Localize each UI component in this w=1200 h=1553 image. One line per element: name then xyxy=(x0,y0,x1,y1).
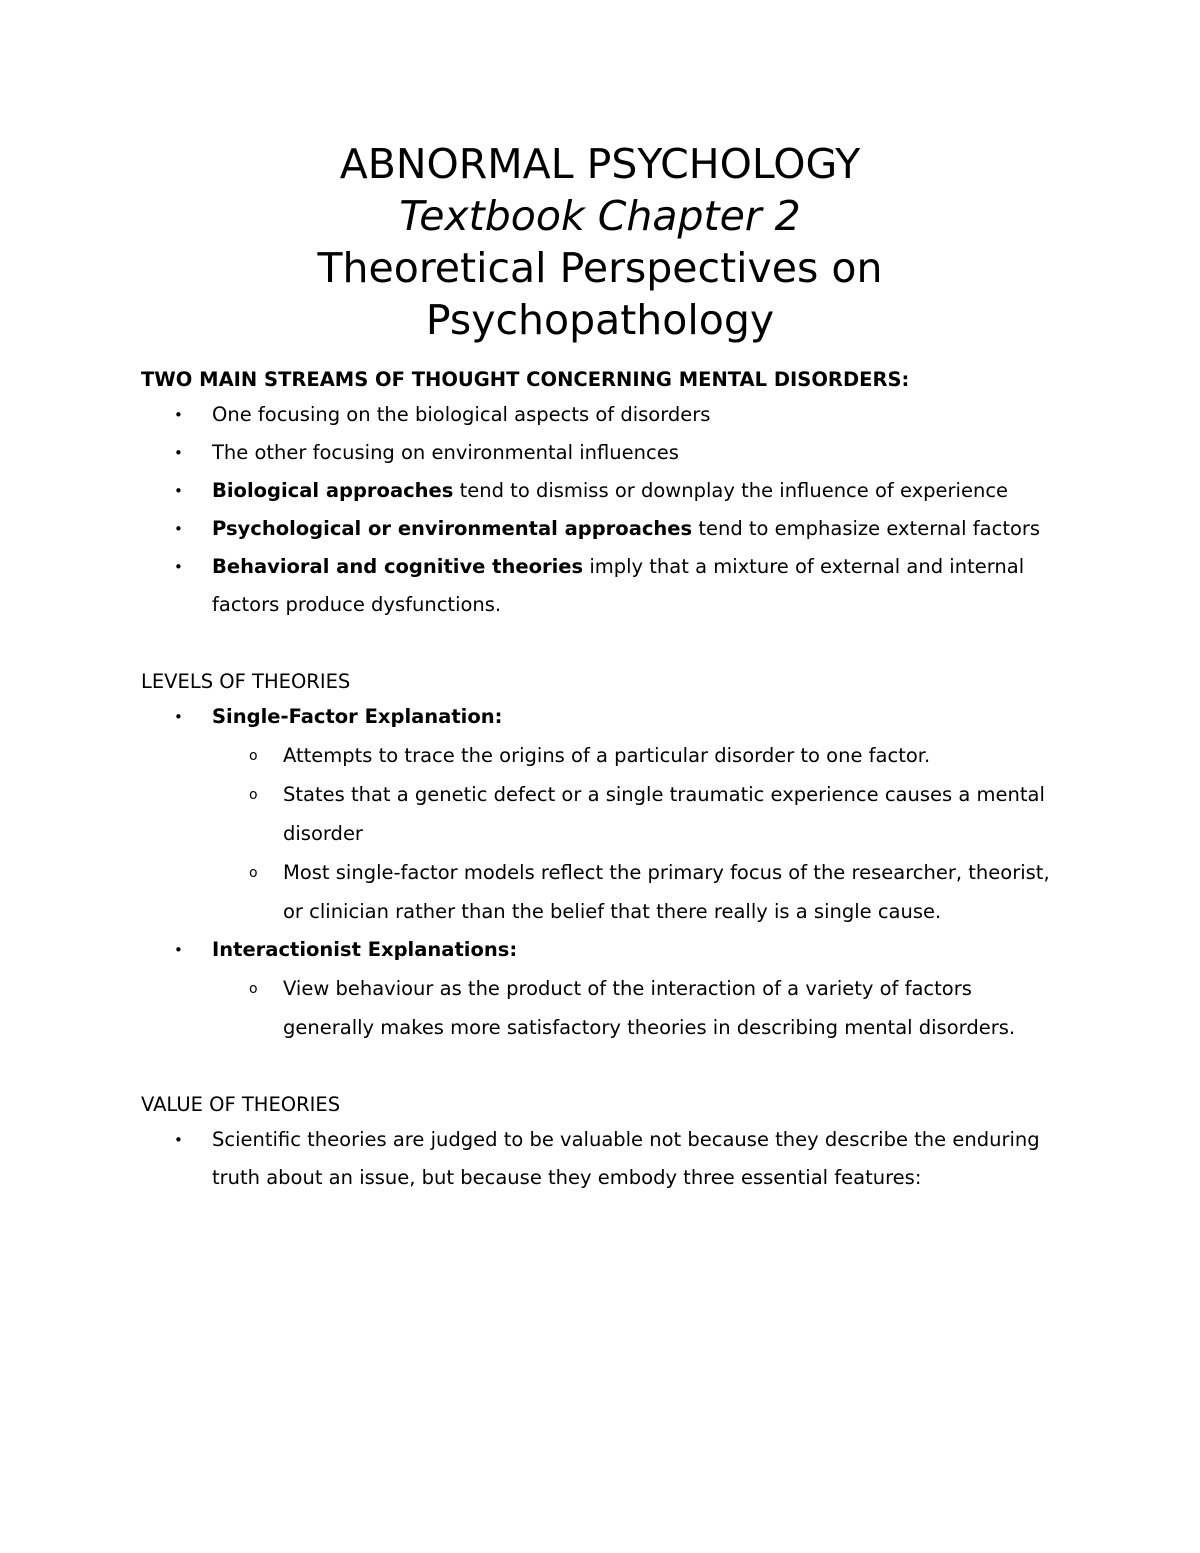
chapter-title-line2: Psychopathology xyxy=(425,296,775,344)
list-item xyxy=(141,698,1061,931)
chapter-label: Textbook Chapter 2 xyxy=(399,192,801,240)
main-streams-list xyxy=(141,396,1061,624)
item-term: Biological approaches xyxy=(212,479,454,502)
item-term: Behavioral and cognitive theories xyxy=(212,555,584,578)
sub-bullet-glyph: o xyxy=(249,981,258,997)
item-text: tend to emphasize external factors xyxy=(692,517,1041,540)
interactionist-sublist xyxy=(212,969,1061,1047)
sub-bullet-glyph: o xyxy=(249,865,258,881)
sub-list-item xyxy=(212,853,1061,931)
single-factor-sublist xyxy=(212,736,1061,931)
item-text: One focusing on the biological aspects of disorders xyxy=(212,403,711,426)
bullet-glyph: • xyxy=(174,520,183,538)
sub-item-text: Attempts to trace the origins of a particular disorder to one factor. xyxy=(283,744,931,767)
list-item xyxy=(141,472,1061,510)
item-text: tend to dismiss or downplay the influence of experience xyxy=(453,479,1009,502)
bullet-glyph: • xyxy=(174,444,183,462)
item-term: Psychological or environmental approaches xyxy=(212,517,693,540)
sub-item-text: States that a genetic defect or a single traumatic experience causes a mental disorder xyxy=(283,783,1045,845)
sub-bullet-glyph: o xyxy=(249,748,258,764)
sub-item-text: Most single-factor models reflect the primary focus of the researcher, theorist, or clinician rather than the belief that there really is a single cause. xyxy=(283,861,1050,923)
item-text: The other focusing on environmental influences xyxy=(212,441,679,464)
list-item xyxy=(141,548,1061,624)
bullet-glyph: • xyxy=(174,941,183,959)
sub-item-text: View behaviour as the product of the interaction of a variety of factors generally makes more satisfactory theories in describing mental disorders. xyxy=(283,977,1016,1039)
section-heading-main-streams: TWO MAIN STREAMS OF THOUGHT CONCERNING MENTAL DISORDERS: xyxy=(141,368,910,391)
item-term: Interactionist Explanations: xyxy=(212,938,518,961)
course-title: ABNORMAL PSYCHOLOGY xyxy=(339,140,861,188)
section-heading-levels: LEVELS OF THEORIES xyxy=(141,670,351,693)
item-text: imply that a mixture of external and internal factors produce dysfunctions. xyxy=(212,555,1025,616)
section-spacer xyxy=(141,1047,1061,1089)
levels-list xyxy=(141,698,1061,1047)
list-item xyxy=(141,510,1061,548)
section-heading-value: VALUE OF THEORIES xyxy=(141,1093,341,1116)
list-item xyxy=(141,396,1061,434)
bullet-glyph: • xyxy=(174,406,183,424)
sub-list-item xyxy=(212,969,1061,1047)
bullet-glyph: • xyxy=(174,708,183,726)
sub-bullet-glyph: o xyxy=(249,787,258,803)
chapter-title-line1: Theoretical Perspectives on xyxy=(317,244,883,292)
sub-list-item xyxy=(212,736,1061,775)
list-item xyxy=(141,931,1061,1047)
section-spacer xyxy=(141,624,1061,666)
item-text: Scientific theories are judged to be valuable not because they describe the enduring truth about an issue, but because they embody three essential features: xyxy=(212,1128,1040,1189)
bullet-glyph: • xyxy=(174,558,183,576)
document-content xyxy=(141,364,1061,1197)
list-item xyxy=(141,1121,1061,1197)
bullet-glyph: • xyxy=(174,482,183,500)
value-list xyxy=(141,1121,1061,1197)
list-item xyxy=(141,434,1061,472)
bullet-glyph: • xyxy=(174,1131,183,1149)
title-block xyxy=(0,138,1200,346)
sub-list-item xyxy=(212,775,1061,853)
item-term: Single-Factor Explanation: xyxy=(212,705,503,728)
